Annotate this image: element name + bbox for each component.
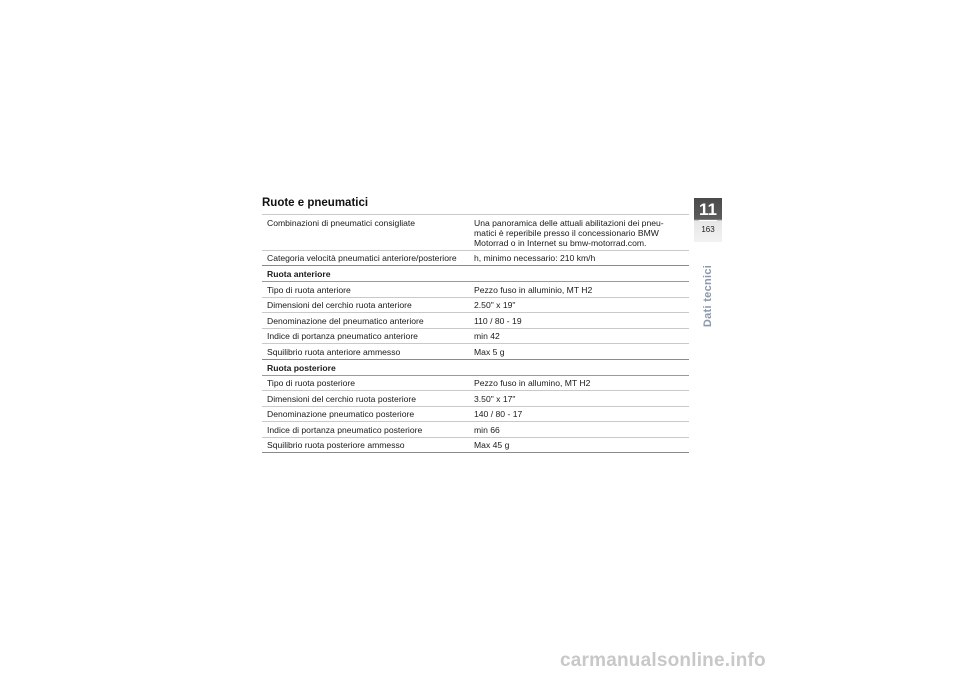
table-row: [262, 250, 689, 266]
chapter-divider: [699, 220, 717, 221]
chapter-side-title: Dati tecnici: [702, 264, 714, 328]
table-row: [262, 328, 689, 344]
table-row: [262, 391, 689, 407]
tire-spec-table: [262, 214, 689, 453]
spec-label: Indice di portanza pneumatico anteriore: [262, 328, 469, 344]
spec-value: 2.50" x 19": [469, 297, 689, 313]
spec-value: Una panoramica delle attuali abilitazioni dei pneu-matici è reperibile presso il concessionario BMW Motorrad o in Internet su bmw-motorrad.com.: [469, 215, 689, 251]
section-heading-row: [262, 266, 689, 282]
table-row: [262, 422, 689, 438]
watermark: carmanualsonline.info: [560, 650, 766, 671]
spec-label: Categoria velocità pneumatici anteriore/posteriore: [262, 250, 469, 266]
spec-value: Pezzo fuso in alluminio, MT H2: [469, 282, 689, 298]
table-row: [262, 297, 689, 313]
spec-label: Tipo di ruota anteriore: [262, 282, 469, 298]
spec-label: Denominazione pneumatico posteriore: [262, 406, 469, 422]
spec-value: 3.50" x 17": [469, 391, 689, 407]
table-row: [262, 437, 689, 453]
spec-value: min 66: [469, 422, 689, 438]
chapter-tab: [694, 198, 722, 242]
spec-value: h, minimo necessario: 210 km/h: [469, 250, 689, 266]
spec-value: Max 5 g: [469, 344, 689, 360]
spec-label: Combinazioni di pneumatici consigliate: [262, 215, 469, 251]
spec-value: Pezzo fuso in allumino, MT H2: [469, 375, 689, 391]
spec-label: Dimensioni del cerchio ruota anteriore: [262, 297, 469, 313]
table-row: [262, 406, 689, 422]
spec-label: Tipo di ruota posteriore: [262, 375, 469, 391]
section-heading-row: [262, 359, 689, 375]
spec-label: Denominazione del pneumatico anteriore: [262, 313, 469, 329]
table-row: [262, 215, 689, 251]
spec-value: 110 / 80 - 19: [469, 313, 689, 329]
table-row: [262, 282, 689, 298]
spec-label: Squilibrio ruota posteriore ammesso: [262, 437, 469, 453]
rear-wheel-heading: Ruota posteriore: [262, 359, 689, 375]
spec-value: Max 45 g: [469, 437, 689, 453]
table-row: [262, 375, 689, 391]
spec-value: min 42: [469, 328, 689, 344]
table-row: [262, 344, 689, 360]
section-title: Ruote e pneumatici: [262, 197, 369, 209]
table-row: [262, 313, 689, 329]
page-number: 163: [701, 225, 715, 234]
front-wheel-heading: Ruota anteriore: [262, 266, 689, 282]
spec-label: Indice di portanza pneumatico posteriore: [262, 422, 469, 438]
spec-value: 140 / 80 - 17: [469, 406, 689, 422]
spec-label: Squilibrio ruota anteriore ammesso: [262, 344, 469, 360]
spec-label: Dimensioni del cerchio ruota posteriore: [262, 391, 469, 407]
chapter-number: 11: [699, 200, 717, 219]
